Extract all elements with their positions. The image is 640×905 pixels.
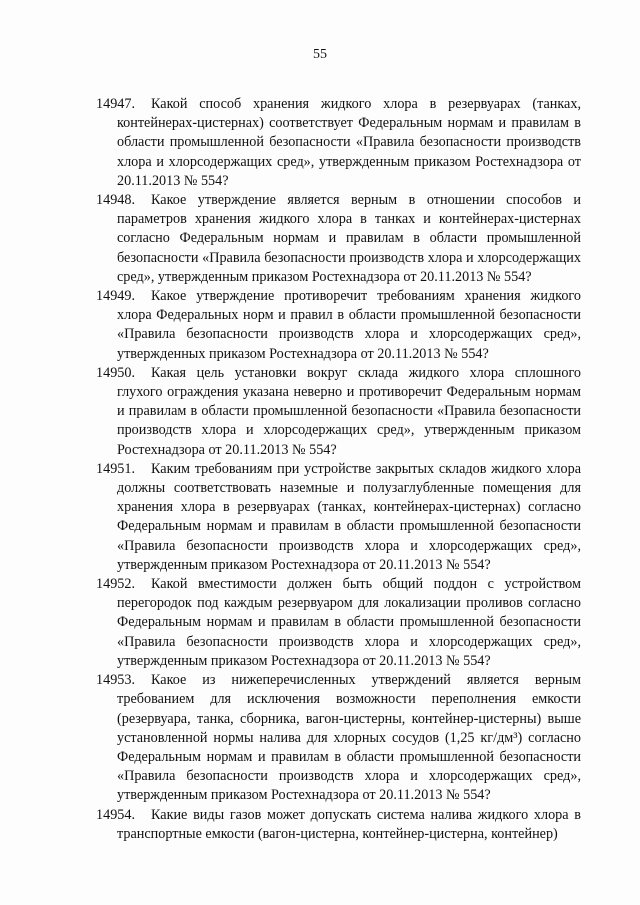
question-item xyxy=(96,460,581,575)
question-text: Какое утверждение является верным в отношении способов и параметров хранения жидкого хлора в танках и контейнерах-цистернах согласно Федеральным нормам и правилам в области промышленной безопасности «Правила безопасности производств хлора и хлорсодержащих сред», утвержденным приказом Ростехнадзора от 20.11.2013 № 554? xyxy=(117,192,581,285)
question-number: 14951. xyxy=(96,460,136,477)
question-text: Какие виды газов может допускать система налива жидкого хлора в транспортные емкости (вагон-цистерна, контейнер-цистерна, контейнер) xyxy=(117,806,581,842)
question-item xyxy=(96,191,581,287)
question-text: Какой вместимости должен быть общий поддон с устройством перегородок под каждым резервуаром для локализации проливов согласно Федеральным нормам и правилам в области промышленной безопасности «Правила безопасности производств хлора и хлорсодержащих сред», утвержденным приказом Ростехнадзора от 20.11.2013 № 554? xyxy=(117,576,581,669)
question-number: 14952. xyxy=(96,576,136,593)
question-number: 14950. xyxy=(96,364,136,381)
question-text: Какая цель установки вокруг склада жидкого хлора сплошного глухого ограждения указана неверно и противоречит Федеральным нормам и правилам в области промышленной безопасности «Правила безопасности производств хлора и хлорсодержащих сред», утвержденным приказом Ростехнадзора от 20.11.2013 № 554? xyxy=(117,364,581,458)
question-number: 14949. xyxy=(96,288,136,305)
question-number: 14948. xyxy=(96,192,136,209)
question-text: Какое утверждение противоречит требованиям хранения жидкого хлора Федеральных норм и правил в области промышленной безопасности «Правила безопасности производств хлора и хлорсодержащих сред», утвержденных приказом Ростехнадзора от 20.11.2013 № 554? xyxy=(117,288,581,362)
question-text: Какой способ хранения жидкого хлора в резервуарах (танках, контейнерах-цистернах) соответствует Федеральным нормам и правилам в области промышленной безопасности «Правила безопасности производств хлора и хлорсодержащих сред», утвержденным приказом Ростехнадзора от 20.11.2013 № 554? xyxy=(117,96,581,189)
question-item xyxy=(96,287,581,364)
question-item xyxy=(96,806,581,844)
question-number: 14953. xyxy=(96,672,136,689)
question-item xyxy=(96,95,581,191)
question-text: Каким требованиям при устройстве закрытых складов жидкого хлора должны соответствовать наземные и полузаглубленные помещения для хранения хлора в резервуарах (танках, контейнерах-цистернах) согласно Федеральным нормам и правилам в области промышленной безопасности «Правила безопасности производств хлора и хлорсодержащих сред», утвержденным приказом Ростехнадзора от 20.11.2013 № 554? xyxy=(117,460,581,573)
page-number: 55 xyxy=(313,47,327,62)
question-list xyxy=(96,95,581,844)
question-item xyxy=(96,671,581,805)
question-number: 14954. xyxy=(96,806,136,823)
question-number: 14947. xyxy=(96,96,136,112)
question-item xyxy=(96,364,581,460)
question-item xyxy=(96,575,581,671)
question-text: Какое из нижеперечисленных утверждений является верным требованием для исключения возможности переполнения емкости (резервуара, танка, сборника, вагон-цистерны, контейнер-цистерны) выше установленной нормы налива для хлорных сосудов (1,25 кг/дм³) согласно Федеральным нормам и правилам в области промышленной безопасности «Правила безопасности производств хлора и хлорсодержащих сред», утвержденным приказом Ростехнадзора от 20.11.2013 № 554? xyxy=(117,672,581,804)
